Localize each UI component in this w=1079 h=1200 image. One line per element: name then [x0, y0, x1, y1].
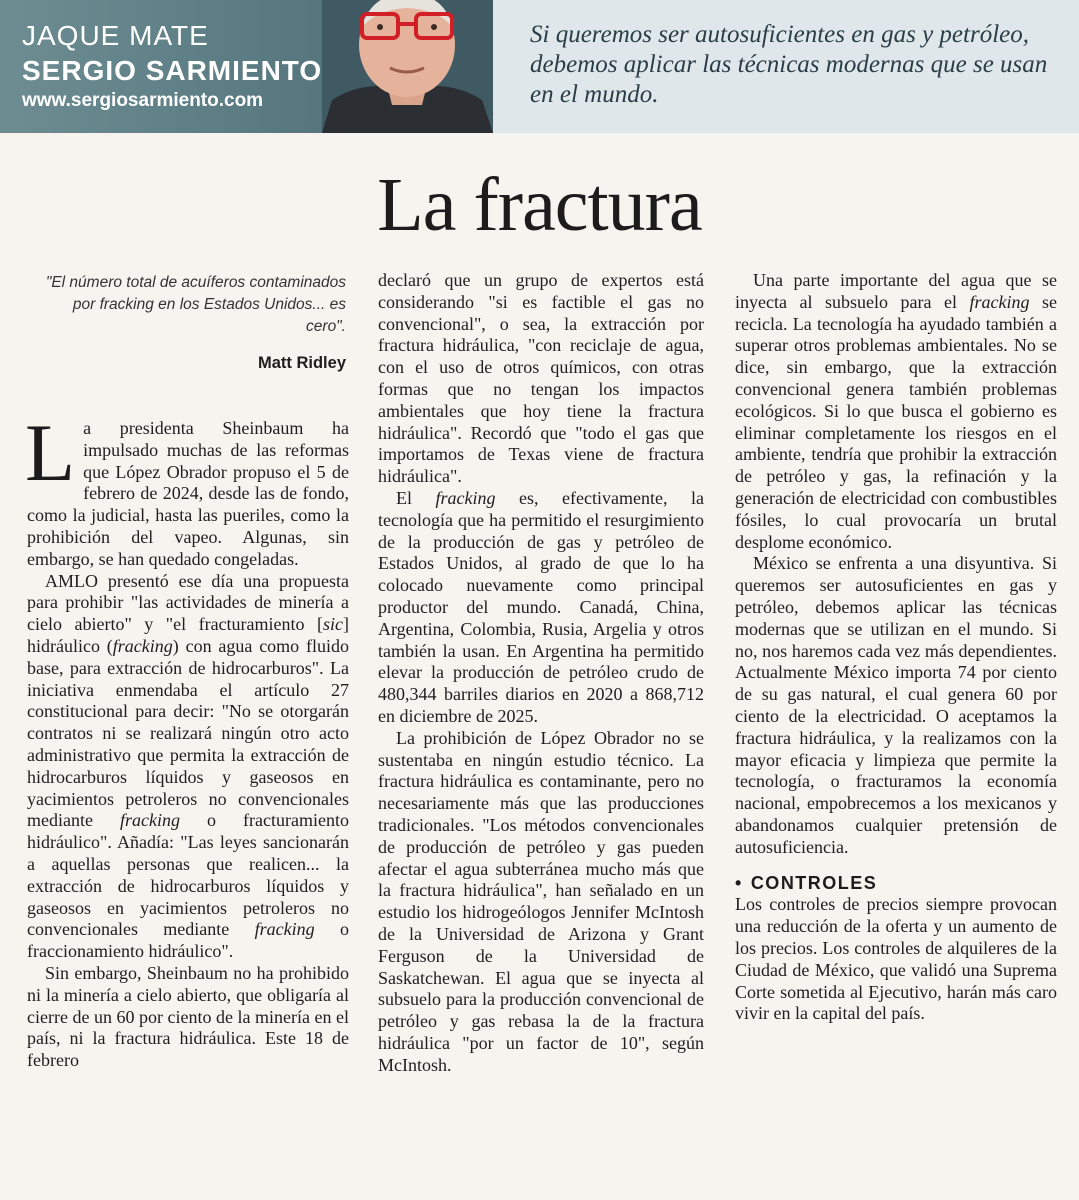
paragraph: Los controles de precios siempre provocan una reducción de la oferta y un aumento de los precios. Los controles de alquileres de la Ciudad de México, que validó una Suprema Corte sometida al Ejecutivo, harán más caro vivir en la capital del país. [735, 894, 1057, 1024]
article-column-2 [378, 270, 704, 1076]
epigraph-quote: "El número total de acuíferos contaminados por fracking en los Estados Unidos... es cero". [45, 274, 346, 335]
banner-left-panel [0, 0, 493, 133]
paragraph: La prohibición de López Obrador no se sustentaba en ningún estudio técnico. La fractura hidráulica es contaminante, pero no necesariamente más que las producciones tradicionales. "Los métodos convencionales de producción de petróleo y gas pueden afectar el agua subterránea mucho más que la fractura hidráulica", han señalado en un estudio los hidrogeólogos Jennifer McIntosh de la Universidad de Arizona y Grant Ferguson de la Universidad de Saskatchewan. El agua que se inyecta al subsuelo para la producción convencional de petróleo y gas rebasa la de la fractura hidráulica "por un factor de 10", según McIntosh. [378, 727, 704, 1075]
italic-term: fracking [112, 635, 173, 656]
paragraph [27, 571, 349, 963]
italic-term: fracking [254, 919, 315, 940]
paragraph-text: AMLO presentó ese día una propuesta para prohibir "las actividades de minería a cielo abierto" y "el fracturamiento [ [27, 570, 349, 635]
paragraph-text: ) con agua como fluido base, para extracción de hidrocarburos". La iniciativa enmendaba el artículo 27 constitucional para decir: "No se otorgarán contratos ni se realizará ningún otro acto administrativo que permita la extracción de hidrocarburos líquidos y gaseosos en yacimientos petroleros no convencionales mediante [27, 635, 349, 831]
paragraph-text: Una parte importante del agua que se inyecta al subsuelo para el [735, 270, 1057, 312]
column-banner [0, 0, 1079, 133]
paragraph-text: se recicla. La tecnología ha ayudado también a superar otros problemas ambientales. No se dice, sin embargo, que la extracción convencional genera también problemas ecológicos. Si lo que busca el gobierno es eliminar completamente los riesgos en el ambiente, tendría que prohibir la extracción de petróleo y gas, la refinación y la generación de electricidad con combustibles fósiles, lo cual provocaría un brutal desplome económico. [735, 291, 1057, 552]
epigraph-author: Matt Ridley [257, 354, 346, 372]
paragraph-text: o fraccionamiento hidráulico". [27, 919, 349, 962]
author-name: SERGIO SARMIENTO [22, 55, 323, 86]
column-name: JAQUE MATE [22, 20, 209, 51]
paragraph-text: El [396, 487, 436, 508]
italic-term: fracking [120, 810, 180, 831]
column-tagline: Si queremos ser autosuficientes en gas y petróleo, debemos aplicar las técnicas modernas que se usan en el mundo. [530, 21, 1048, 108]
article-title: La fractura [377, 163, 702, 247]
paragraph: México se enfrenta a una disyuntiva. Si queremos ser autosuficientes en gas y petróleo, debemos aplicar las técnicas modernas que se utilizan en el mundo. Si no, nos haremos cada vez más dependientes. Actualmente México importa 74 por ciento de su gas natural, el cual genera 60 por ciento de la electricidad. O aceptamos la fractura hidráulica, y la realizamos con la mayor eficacia y limpieza que permite la tecnología, o fracturamos la economía nacional, empobrecemos a los mexicanos y abandonamos cualquier pretensión de autosuficiencia. [735, 553, 1057, 857]
author-website: www.sergiosarmiento.com [22, 90, 264, 111]
italic-term: sic [323, 614, 343, 635]
paragraph: Sin embargo, Sheinbaum no ha prohibido ni la minería a cielo abierto, que obligaría al cierre de un 60 por ciento de la minería en el país, ni la fractura hidráulica. Este 18 de febrero [27, 962, 349, 1071]
paragraph-text: a presidenta Sheinbaum ha impulsado muchas de las reformas que López Obrador propuso el 5 de febrero de 2024, desde las de fondo, como la judicial, hasta las pueriles, como la prohibición del vapeo. Algunas, sin embargo, se han quedado congeladas. [27, 418, 349, 569]
paragraph-text: o fracturamiento hidráulico". Añadía: "Las leyes sancionarán a aquellas personas que realicen... la extracción de hidrocarburos líquidos y gaseosos en yacimientos petroleros no convencionales mediante [27, 810, 349, 940]
paragraph-text: ] hidráulico ( [27, 614, 349, 656]
paragraph-text: es, efectivamente, la tecnología que ha permitido el resurgimiento de la producción de gas y petróleo de Estados Unidos, al grado de que lo ha colocado nuevamente como principal productor del mundo. Canadá, China, Argentina, Colombia, Rusia, Argelia y otros también la usan. En Argentina ha permitido elevar la producción de petróleo crudo de 480,344 barriles diarios en 2020 a 868,712 en diciembre de 2025. [378, 487, 704, 726]
article-column-3 [735, 270, 1057, 1025]
italic-term: fracking [969, 291, 1030, 312]
section-bullet: • [735, 872, 743, 893]
paragraph: declaró que un grupo de expertos está considerando "si es factible el gas no convencional", o sea, la extracción por fractura hidráulica, "con reciclaje de agua, con el uso de otros químicos, con otras formas que no tengan los impactos ambientales que hoy tiene la fractura hidráulica". Recordó que "todo el gas que importamos de Texas viene de fractura hidráulica". [378, 270, 704, 487]
italic-term: fracking [435, 487, 496, 508]
drop-cap: L [25, 407, 76, 498]
section-heading [735, 873, 1057, 895]
paragraph [25, 407, 349, 571]
section-title: CONTROLES [750, 872, 878, 893]
paragraph [378, 488, 704, 728]
paragraph [735, 270, 1057, 553]
article-column-1 [25, 407, 349, 1072]
author-photo [322, 0, 493, 133]
